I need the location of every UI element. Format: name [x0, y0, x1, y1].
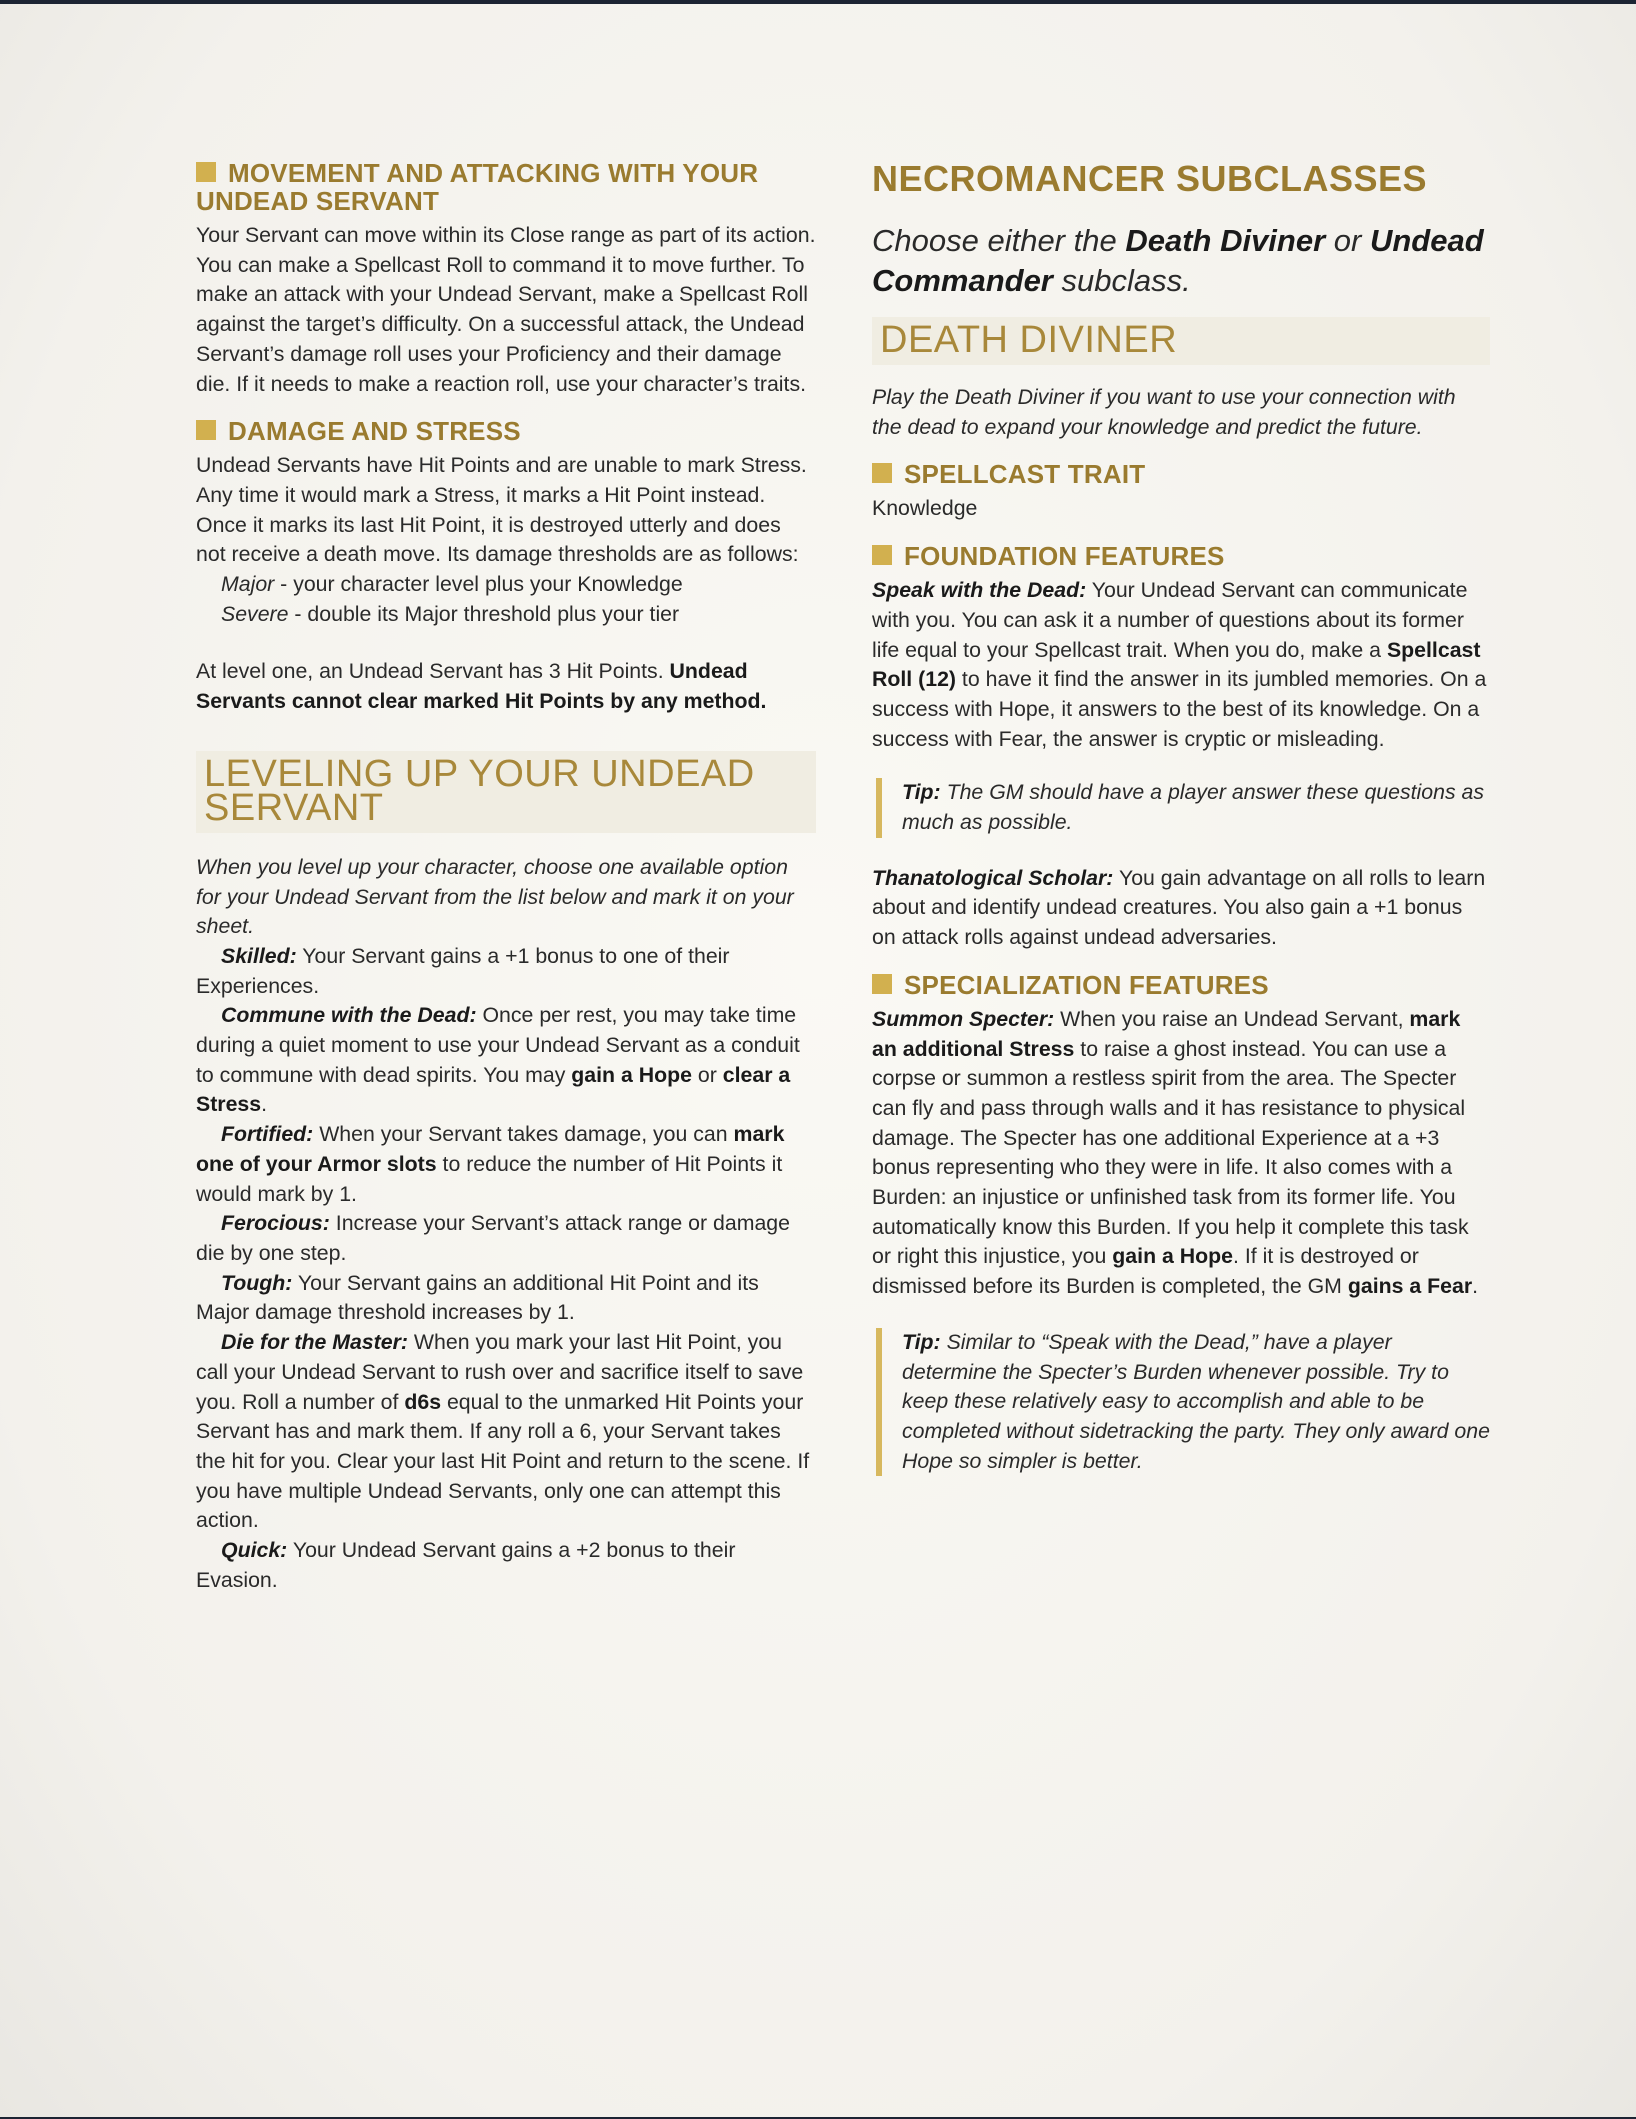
heading-death-diviner: DEATH DIVINER [872, 317, 1490, 365]
document-page [0, 4, 1636, 2117]
leveling-intro: When you level up your character, choose one available option for your Undead Servant from the list below and mark it on your sheet. [196, 854, 794, 939]
option-fortified: Fortified: When your Servant takes damage, you can mark one of your Armor slots to reduce the number of Hit Points it would mark by 1. [196, 1122, 785, 1206]
movement-body: Your Servant can move within its Close range as part of its action. You can make a Spellcast Roll to command it to move further. To make an attack with your Undead Servant, make a Spellcast Roll against the target’s difficulty. On a successful attack, the Undead Servant’s damage roll uses your Proficiency and their damage die. If it needs to make a reaction roll, use your character’s traits. [196, 223, 816, 396]
damage-body: Undead Servants have Hit Points and are unable to mark Stress. Any time it would mark a Stress, it marks a Hit Point instead. Once it marks its last Hit Point, it is destroyed utterly and does not receive a death move. Its damage thresholds are as follows: [196, 453, 807, 567]
heading-square-icon [872, 974, 892, 994]
spellcast-value: Knowledge [872, 496, 978, 521]
level-one-text: At level one, an Undead Servant has 3 Hit Points. Undead Servants cannot clear marked Hit Points by any method. [196, 659, 767, 714]
option-die-for-master: Die for the Master: When you mark your last Hit Point, you call your Undead Servant to rush over and sacrifice itself to save you. Roll a number of d6s equal to the unmarked Hit Points your Servant has and mark them. If any roll a 6, your Servant takes the hit for you. Clear your last Hit Point and return to the scene. If you have multiple Undead Servants, only one can attempt this action. [196, 1330, 810, 1533]
heading-square-icon [872, 463, 892, 483]
heading-movement: MOVEMENT AND ATTACKING WITH YOUR UNDEAD SERVANT [196, 158, 759, 216]
death-diviner-intro: Play the Death Diviner if you want to use your connection with the dead to expand your knowledge and predict the future. [872, 385, 1456, 439]
right-column [872, 159, 1490, 1476]
tip-callout-2: Tip: Similar to “Speak with the Dead,” have a player determine the Specter’s Burden whenever possible. Try to keep these relatively easy to accomplish and able to be completed without sidetracking the party. They only award one Hope so simpler is better. [876, 1328, 1490, 1477]
heading-foundation-features: FOUNDATION FEATURES [872, 542, 1490, 570]
threshold-severe: Severe - double its Major threshold plus your tier [221, 601, 680, 626]
feature-thanatological-scholar: Thanatological Scholar: You gain advantage on all rolls to learn about and identify undead creatures. You also gain a +1 bonus on attack rolls against undead adversaries. [872, 865, 1486, 950]
option-skilled: Skilled: Your Servant gains a +1 bonus to one of their Experiences. [196, 943, 730, 998]
option-quick: Quick: Your Undead Servant gains a +2 bonus to their Evasion. [196, 1538, 736, 1592]
left-column [196, 159, 816, 1595]
heading-damage-stress: DAMAGE AND STRESS [196, 417, 816, 445]
option-commune: Commune with the Dead: Once per rest, you may take time during a quiet moment to use your Undead Servant as a conduit to commune with dead spirits. You may gain a Hope or clear a Stress. [196, 1003, 800, 1117]
page-title: NECROMANCER SUBCLASSES [872, 158, 1428, 199]
heading-square-icon [196, 162, 216, 182]
tip-callout-1: Tip: The GM should have a player answer these questions as much as possible. [876, 778, 1490, 837]
threshold-major: Major - your character level plus your Knowledge [221, 572, 683, 597]
heading-square-icon [872, 545, 892, 565]
subclass-lead: Choose either the Death Diviner or Undead Commander subclass. [872, 223, 1484, 298]
feature-speak-with-dead: Speak with the Dead: Your Undead Servant can communicate with you. You can ask it a number of questions about its former life equal to your Spellcast trait. When you do, make a Spellcast Roll (12) to have it find the answer in its jumbled memories. On a success with Hope, it answers to the best of its knowledge. On a success with Fear, the answer is cryptic or misleading. [872, 578, 1487, 751]
heading-specialization-features: SPECIALIZATION FEATURES [872, 971, 1490, 999]
option-ferocious: Ferocious: Increase your Servant’s attack range or damage die by one step. [196, 1211, 790, 1265]
heading-square-icon [196, 420, 216, 440]
heading-spellcast-trait: SPELLCAST TRAIT [872, 460, 1490, 488]
heading-leveling-up: LEVELING UP YOUR UNDEAD SERVANT [196, 751, 816, 833]
option-tough: Tough: Your Servant gains an additional Hit Point and its Major damage threshold increases by 1. [196, 1270, 759, 1325]
feature-summon-specter: Summon Specter: When you raise an Undead Servant, mark an additional Stress to raise a ghost instead. You can use a corpse or summon a restless spirit from the area. The Specter can fly and pass through walls and it has resistance to physical damage. The Specter has one additional Experience at a +3 bonus representing who they were in life. It also comes with a Burden: an injustice or unfinished task from its former life. You automatically know this Burden. If you help it complete this task or right this injustice, you gain a Hope. If it is destroyed or dismissed before its Burden is completed, the GM gains a Fear. [872, 1006, 1479, 1299]
